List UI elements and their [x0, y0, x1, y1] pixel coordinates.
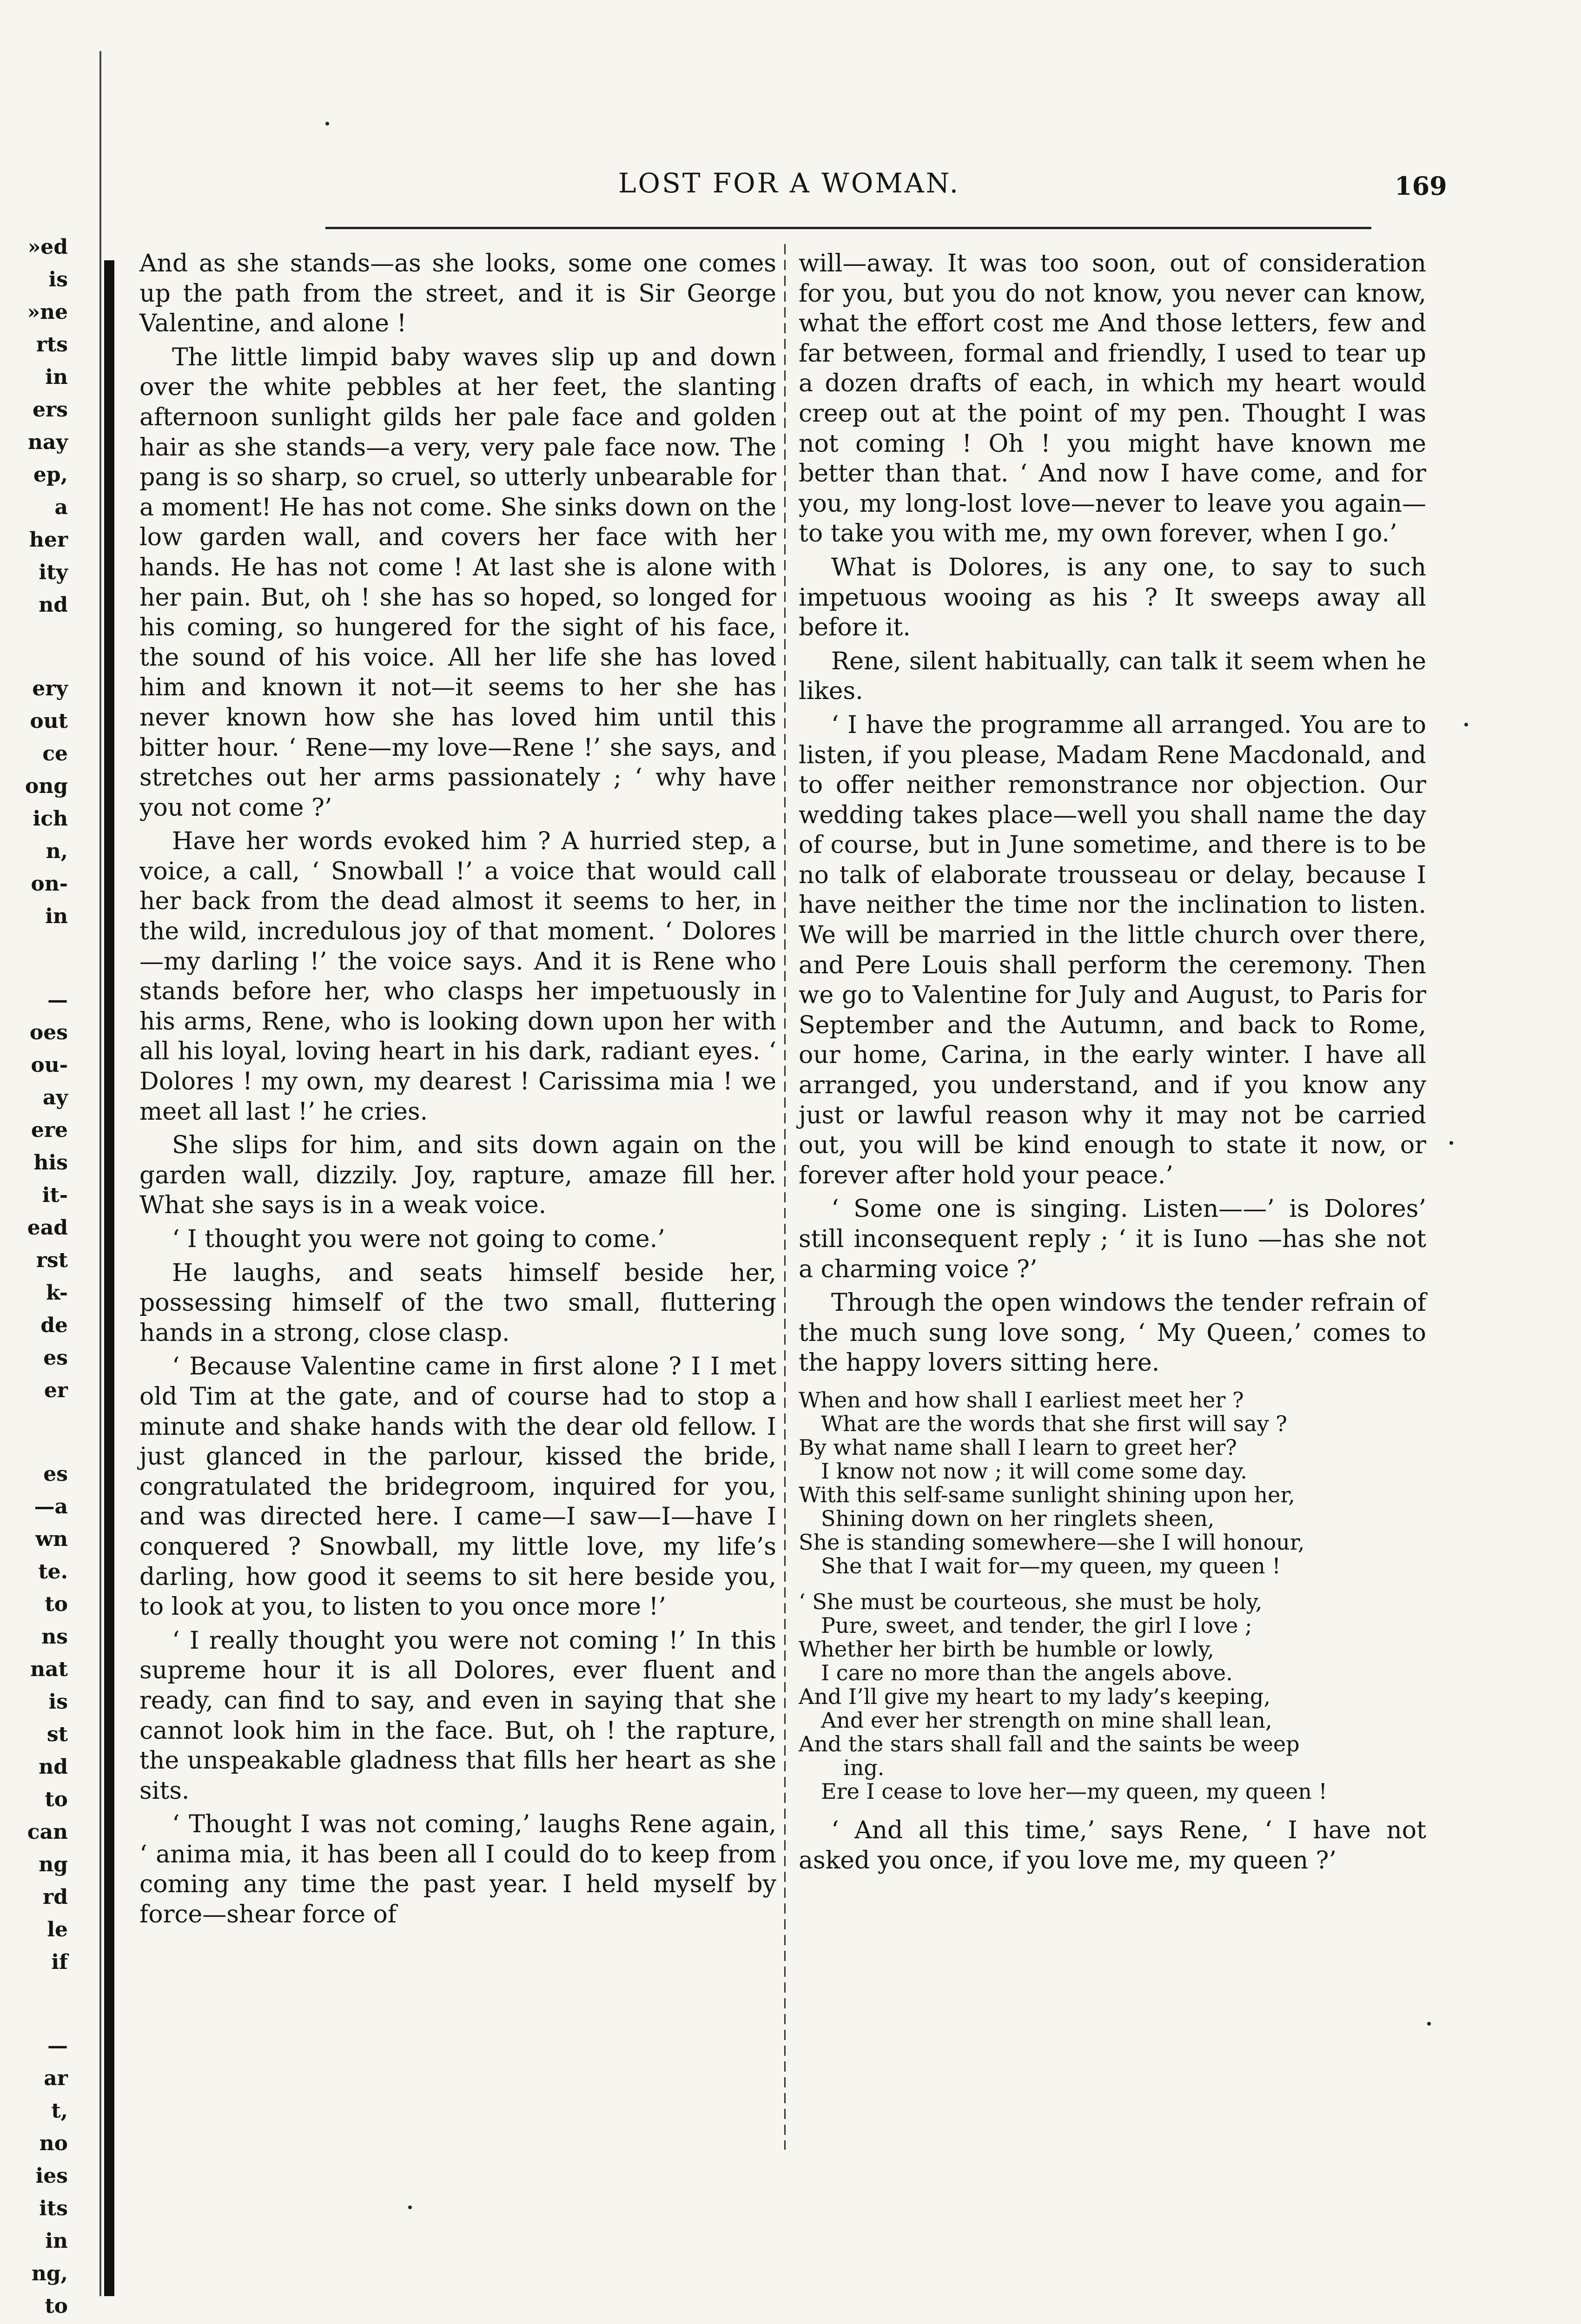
page-gutter-line [99, 51, 101, 2296]
verse-line: I know not now ; it will come some day. [821, 1458, 1247, 1484]
stanza [799, 1590, 1426, 1803]
fragment-text: on- [31, 872, 68, 896]
paragraph: Rene, silent habitually, can talk it seem when he likes. [799, 647, 1426, 706]
paragraph: ‘ I have the programme all arranged. You are to listen, if you please, Madam Rene Macdonald, and to offer neither remonstrance nor objection. Our wedding takes place—well you shall name the day of course, but in June sometime, and there is to be no talk of elaborate trousseau or delay, because I have neither the time nor the inclination to listen. We will be married in the little church over there, and Pere Louis shall perform the ceremony. Then we go to Valentine for July and August, to Paris for September and the Autumn, and back to Rome, our home, Carina, in the early winter. I have all arranged, you understand, and if you know any just or lawful reason why it may not be carried out, you will be kind enough to state it now, or forever after hold your peace.’ [799, 711, 1426, 1189]
fragment-text: her [29, 528, 68, 552]
fragment-text: ng [39, 1853, 68, 1876]
fragment-text: »ne [27, 300, 68, 324]
verse-line: Pure, sweet, and tender, the girl I love ; [821, 1612, 1252, 1638]
paragraph: will—away. It was too soon, out of consideration for you, but you do not know, you never can know, what the effort cost me And those letters, few and far between, formal and friendly, I used to tear up a dozen drafts of each, in which my heart would creep out at the point of my pen. Thought I was not coming ! Oh ! you might have known me better than that. ‘ And now I have come, and for you, my long-lost love—never to leave you again—to take you with me, my own forever, when I go.’ [799, 250, 1426, 548]
verse-line: By what name shall I learn to greet her? [799, 1434, 1237, 1460]
verse-line: What are the words that she first will say ? [821, 1411, 1287, 1436]
fragment-text: ere [31, 1118, 68, 1142]
print-speck [1449, 1141, 1453, 1145]
verse-line: Whether her birth be humble or lowly, [799, 1636, 1214, 1662]
verse-line: And ever her strength on mine shall lean, [821, 1707, 1272, 1733]
paragraph: ‘ I really thought you were not coming !’ In this supreme hour it is all Dolores, ever fluent and ready, can find to say, and even in saying that she cannot look him in the face. But, oh ! the rapture, the unspeakable gladness that fills her heart as she sits. [139, 1626, 776, 1805]
paragraph: What is Dolores, is any one, to say to such impetuous wooing as his ? It sweeps away all before it. [799, 553, 1426, 642]
fragment-text: out [30, 709, 68, 733]
fragment-text: ar [44, 2067, 68, 2090]
fragment-text: k- [46, 1281, 68, 1305]
fragment-text: te. [38, 1560, 68, 1584]
fragment-text: wn [35, 1527, 68, 1551]
paragraph: And as she stands—as she looks, some one comes up the path from the street, and it is Sir George Valentine, and alone ! [139, 250, 776, 338]
paragraph: ‘ Because Valentine came in first alone ? I I met old Tim at the gate, and of course had to stop a minute and shake hands with the dear old fellow. I just glanced in the parlour, kissed the bride, congratulated the bridegroom, inquired for you, and was directed here. I came—I saw—I—have I conquered ? Snowball, my little love, my life’s darling, how good it seems to sit here beside you, to look at you, to listen to you once more !’ [139, 1353, 776, 1621]
fragment-text: nat [30, 1657, 68, 1681]
fragment-text: ce [42, 742, 68, 766]
fragment-text: in [45, 2229, 68, 2253]
fragment-text: ies [35, 2164, 68, 2188]
print-speck [408, 2205, 412, 2209]
fragment-text: ou- [31, 1053, 68, 1077]
fragment-text: er [44, 1379, 68, 1402]
verse-line: When and how shall I earliest meet her ? [799, 1387, 1244, 1413]
verse-line: Ere I cease to love her—my queen, my queen ! [821, 1778, 1328, 1804]
page-number: 169 [1395, 171, 1447, 201]
verse-line: Shining down on her ringlets sheen, [821, 1505, 1215, 1531]
fragment-text: can [27, 1820, 68, 1844]
fragment-text: rst [36, 1248, 68, 1272]
verse-line: She is standing somewhere—she I will honour, [799, 1529, 1305, 1555]
fragment-text: ity [39, 561, 68, 584]
fragment-text: rts [36, 333, 68, 357]
stanza [799, 1388, 1426, 1578]
song-verse [799, 1388, 1426, 1803]
right-column [799, 249, 1426, 1875]
fragment-text: in [45, 365, 68, 389]
verse-line: With this self-same sunlight shining upon her, [799, 1482, 1295, 1507]
fragment-text: ong [25, 774, 68, 798]
verse-line: And the stars shall fall and the saints be weep [799, 1731, 1300, 1756]
paragraph: The little limpid baby waves slip up and down over the white pebbles at her feet, the slanting afternoon sunlight gilds her pale face and golden hair as she stands—a very, very pale face now. The pang is so sharp, so cruel, so utterly unbearable for a moment! He has not come. She sinks down on the low garden wall, and covers her face with her hands. He has not come ! At last she is alone with her pain. But, oh ! she has so hoped, so longed for his coming, so hungered for the sight of his face, the sound of his voice. All her life she has loved him and known it not—it seems to her she has never known how she has loved him until this bitter hour. ‘ Rene—my love—Rene !’ she says, and stretches out her arms passionately ; ‘ why have you not come ?’ [139, 343, 776, 822]
paragraph: Have her words evoked him ? A hurried step, a voice, a call, ‘ Snowball !’ a voice that would call her back from the dead almost it seems to her, in the wild, incredulous joy of that moment. ‘ Dolores—my darling !’ the voice says. And it is Rene who stands before her, who clasps her impetuously in his arms, Rene, who is looking down upon her with all his loyal, loving heart in his dark, radiant eyes. ‘ Dolores ! my own, my dearest ! Carissima mia ! we meet all last !’ he cries. [139, 827, 776, 1126]
verse-line: And I’ll give my heart to my lady’s keeping, [799, 1684, 1270, 1709]
fragment-text: ich [33, 807, 68, 831]
fragment-text: in [45, 905, 68, 928]
fragment-text: to [45, 2294, 68, 2318]
page-gutter-bar [104, 260, 114, 2296]
fragment-text: le [47, 1918, 68, 1941]
verse-line: I care no more than the angels above. [821, 1660, 1233, 1685]
print-speck [325, 122, 329, 125]
verse-line: ing. [843, 1755, 885, 1780]
print-speck [1427, 2022, 1431, 2026]
fragment-text: ns [41, 1625, 68, 1649]
fragment-text: its [39, 2197, 68, 2220]
paragraph: ‘ Some one is singing. Listen——’ is Dolores’ still inconsequent reply ; ‘ it is Iuno —has she not a charming voice ?’ [799, 1195, 1426, 1283]
left-column [139, 249, 776, 1930]
fragment-text: nd [39, 1755, 68, 1779]
fragment-text: nd [39, 593, 68, 617]
fragment-text: es [43, 1346, 68, 1370]
fragment-text: no [39, 2132, 68, 2155]
fragment-text: his [33, 1151, 68, 1175]
fragment-text: rd [43, 1885, 68, 1909]
paragraph: ‘ And all this time,’ says Rene, ‘ I have not asked you once, if you love me, my queen ?’ [799, 1816, 1426, 1875]
fragment-text: ng, [31, 2262, 68, 2285]
paragraph: ‘ I thought you were not going to come.’ [172, 1225, 665, 1253]
column-divider [784, 244, 786, 2150]
fragment-text: »ed [27, 235, 68, 259]
paragraph: ‘ Thought I was not coming,’ laughs Rene again, ‘ anima mia, it has been all I could do to keep from coming any time the past year. I held myself by force—shear force of [139, 1810, 776, 1929]
verse-line: She that I wait for—my queen, my queen ! [821, 1553, 1281, 1578]
fragment-text: it- [42, 1183, 68, 1207]
print-speck [1464, 723, 1468, 726]
verse-line: ‘ She must be courteous, she must be holy, [799, 1589, 1263, 1614]
fragment-text: ers [33, 398, 68, 422]
fragment-text: a [54, 495, 68, 519]
running-head: LOST FOR A WOMAN. [618, 167, 960, 199]
fragment-text: ay [42, 1086, 68, 1109]
fragment-text: ep, [33, 463, 68, 487]
fragment-text: st [46, 1723, 68, 1746]
fragment-text: t, [51, 2099, 68, 2123]
fragment-text: nay [27, 430, 68, 454]
fragment-text: —a [34, 1495, 68, 1519]
paragraph: She slips for him, and sits down again on the garden wall, dizzily. Joy, rapture, amaze fill her. What she says is in a weak voice. [139, 1131, 776, 1220]
paragraph: Through the open windows the tender refrain of the much sung love song, ‘ My Queen,’ comes to the happy lovers sitting here. [799, 1289, 1426, 1377]
paragraph: He laughs, and seats himself beside her, possessing himself of the two small, fluttering hands in a strong, close clasp. [139, 1259, 776, 1347]
header-rule [325, 227, 1371, 229]
fragment-text: ery [32, 677, 68, 700]
fragment-text: is [48, 1690, 68, 1714]
fragment-text: n, [46, 839, 68, 863]
fragment-text: oes [29, 1021, 68, 1044]
fragment-text: — [47, 2034, 68, 2058]
fragment-text: de [40, 1314, 68, 1337]
fragment-text: to [45, 1592, 68, 1616]
fragment-text: to [45, 1788, 68, 1811]
fragment-text: es [43, 1462, 68, 1486]
fragment-text: — [47, 988, 68, 1012]
fragment-text: if [51, 1950, 68, 1974]
fragment-text: is [48, 268, 68, 291]
fragment-text: ead [27, 1216, 68, 1240]
